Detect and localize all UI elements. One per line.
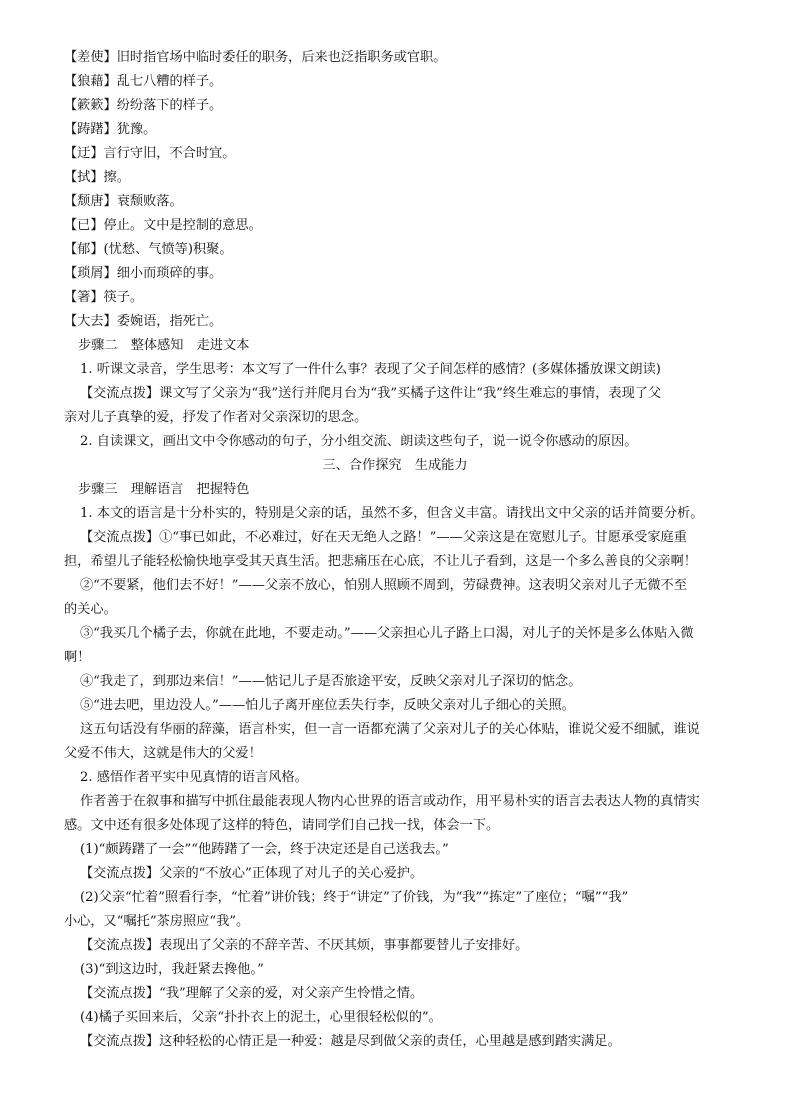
quote-2-line-1: ②“不要紧，他们去不好！”——父亲不放心，怕别人照顾不周到，劳碌费神。这表明父亲对儿子无微不至 — [80, 578, 687, 593]
vocab-yu2: 【郁】(忧愁、气愤等)积聚。 — [64, 242, 233, 257]
vocab-yu: 【迂】言行守旧，不合时宜。 — [64, 146, 236, 161]
example-3: (3)“到这边时，我赶紧去搀他。” — [80, 962, 264, 977]
quote-3-line-2: 啊！ — [64, 650, 91, 665]
vocab-chouchu: 【踌躇】犹豫。 — [64, 122, 157, 137]
vocab-tuitang: 【颓唐】衰颓败落。 — [64, 194, 183, 209]
quote-3-line-1: ③“我买几个橘子去，你就在此地，不要走动。”——父亲担心儿子路上口渴，对儿子的关怀是多么体贴入微 — [80, 626, 694, 641]
question-1: 1. 听课文录音，学生思考：本文写了一件什么事？表现了父子间怎样的感情？(多媒体播放课文朗读) — [80, 362, 661, 377]
style-para-line-2: 感。文中还有很多处体现了这样的特色，请同学们自己找一找，体会一下。 — [64, 818, 500, 833]
answer-1-line-2: 亲对儿子真挚的爱，抒发了作者对父亲深切的思念。 — [64, 410, 368, 425]
summary-line-1: 这五句话没有华丽的辞藻，语言朴实，但一言一语都充满了父亲对儿子的关心体贴，谁说父爱不细腻，谁说 — [80, 722, 700, 737]
vocab-yi: 【已】停止。文中是控制的意思。 — [64, 218, 262, 233]
question-4: 2. 感悟作者平实中见真情的语言风格。 — [80, 770, 308, 785]
example-1-answer: 【交流点拨】父亲的“不放心”正体现了对儿子的关心爱护。 — [80, 866, 424, 881]
vocab-daqu: 【大去】委婉语，指死亡。 — [64, 314, 223, 329]
step-two-heading: 步骤二 整体感知 走进文本 — [78, 338, 250, 353]
example-4-answer: 【交流点拨】这种轻松的心情正是一种爱：越是尽到做父亲的责任，心里越是感到踏实满足。 — [80, 1034, 621, 1049]
vocab-susu: 【簌簌】纷纷落下的样子。 — [64, 98, 223, 113]
vocab-langji: 【狼藉】乱七八糟的样子。 — [64, 74, 223, 89]
example-4: (4)橘子买回来后，父亲“扑扑衣上的泥土，心里很轻松似的”。 — [80, 1010, 442, 1025]
step-three-heading: 步骤三 理解语言 把握特色 — [78, 482, 250, 497]
vocab-zhu: 【箸】筷子。 — [64, 290, 144, 305]
section-three-heading: 三、合作探究 生成能力 — [322, 458, 468, 473]
question-3: 1. 本文的语言是十分朴实的，特别是父亲的话，虽然不多，但含义丰富。请找出文中父亲的话并简要分析。 — [80, 506, 704, 521]
answer-3-line-2: 担，希望儿子能轻松愉快地享受其天真生活。把悲痛压在心底，不让儿子看到，这是一个多么善良的父亲啊！ — [64, 554, 697, 569]
answer-3-line-1: 【交流点拨】①“事已如此，不必难过，好在天无绝人之路！”——父亲这是在宽慰儿子。甘愿承受家庭重 — [80, 530, 687, 545]
style-para-line-1: 作者善于在叙事和描写中抓住最能表现人物内心世界的语言或动作，用平易朴实的语言去表达人物的真情实 — [80, 794, 700, 809]
example-1: (1)“颇踌躇了一会”“他踌躇了一会，终于决定还是自己送我去。” — [80, 842, 449, 857]
quote-4: ④“我走了，到那边来信！”——惦记儿子是否旅途平安，反映父亲对儿子深切的惦念。 — [80, 674, 582, 689]
quote-5: ⑤“进去吧，里边没人。”——怕儿子离开座位丢失行李，反映父亲对儿子细心的关照。 — [80, 698, 575, 713]
answer-1-line-1: 【交流点拨】课文写了父亲为“我”送行并爬月台为“我”买橘子这件让“我”终生难忘的事情，表现了父 — [80, 386, 662, 401]
example-2-line-2: 小心，又“嘱托”茶房照应“我”。 — [64, 914, 250, 929]
example-2-answer: 【交流点拨】表现出了父亲的不辞辛苦、不厌其烦，事事都要替儿子安排好。 — [80, 938, 529, 953]
example-3-answer: 【交流点拨】“我”理解了父亲的爱，对父亲产生怜惜之情。 — [80, 986, 424, 1001]
vocab-chaishi: 【差使】旧时指官场中临时委任的职务，后来也泛指职务或官职。 — [64, 50, 447, 65]
example-2-line-1: (2)父亲“忙着”照看行李，“忙着”讲价钱；终于“讲定”了价钱，为“我”“拣定”了座位；“嘱”“我” — [80, 890, 629, 905]
summary-line-2: 父爱不伟大，这就是伟大的父爱！ — [64, 746, 262, 761]
vocab-suoxie: 【琐屑】细小而琐碎的事。 — [64, 266, 223, 281]
vocab-shi: 【拭】擦。 — [64, 170, 130, 185]
quote-2-line-2: 的关心。 — [64, 602, 117, 617]
question-2: 2. 自读课文，画出文中令你感动的句子，分小组交流、朗读这些句子，说一说令你感动的原因。 — [80, 434, 638, 449]
